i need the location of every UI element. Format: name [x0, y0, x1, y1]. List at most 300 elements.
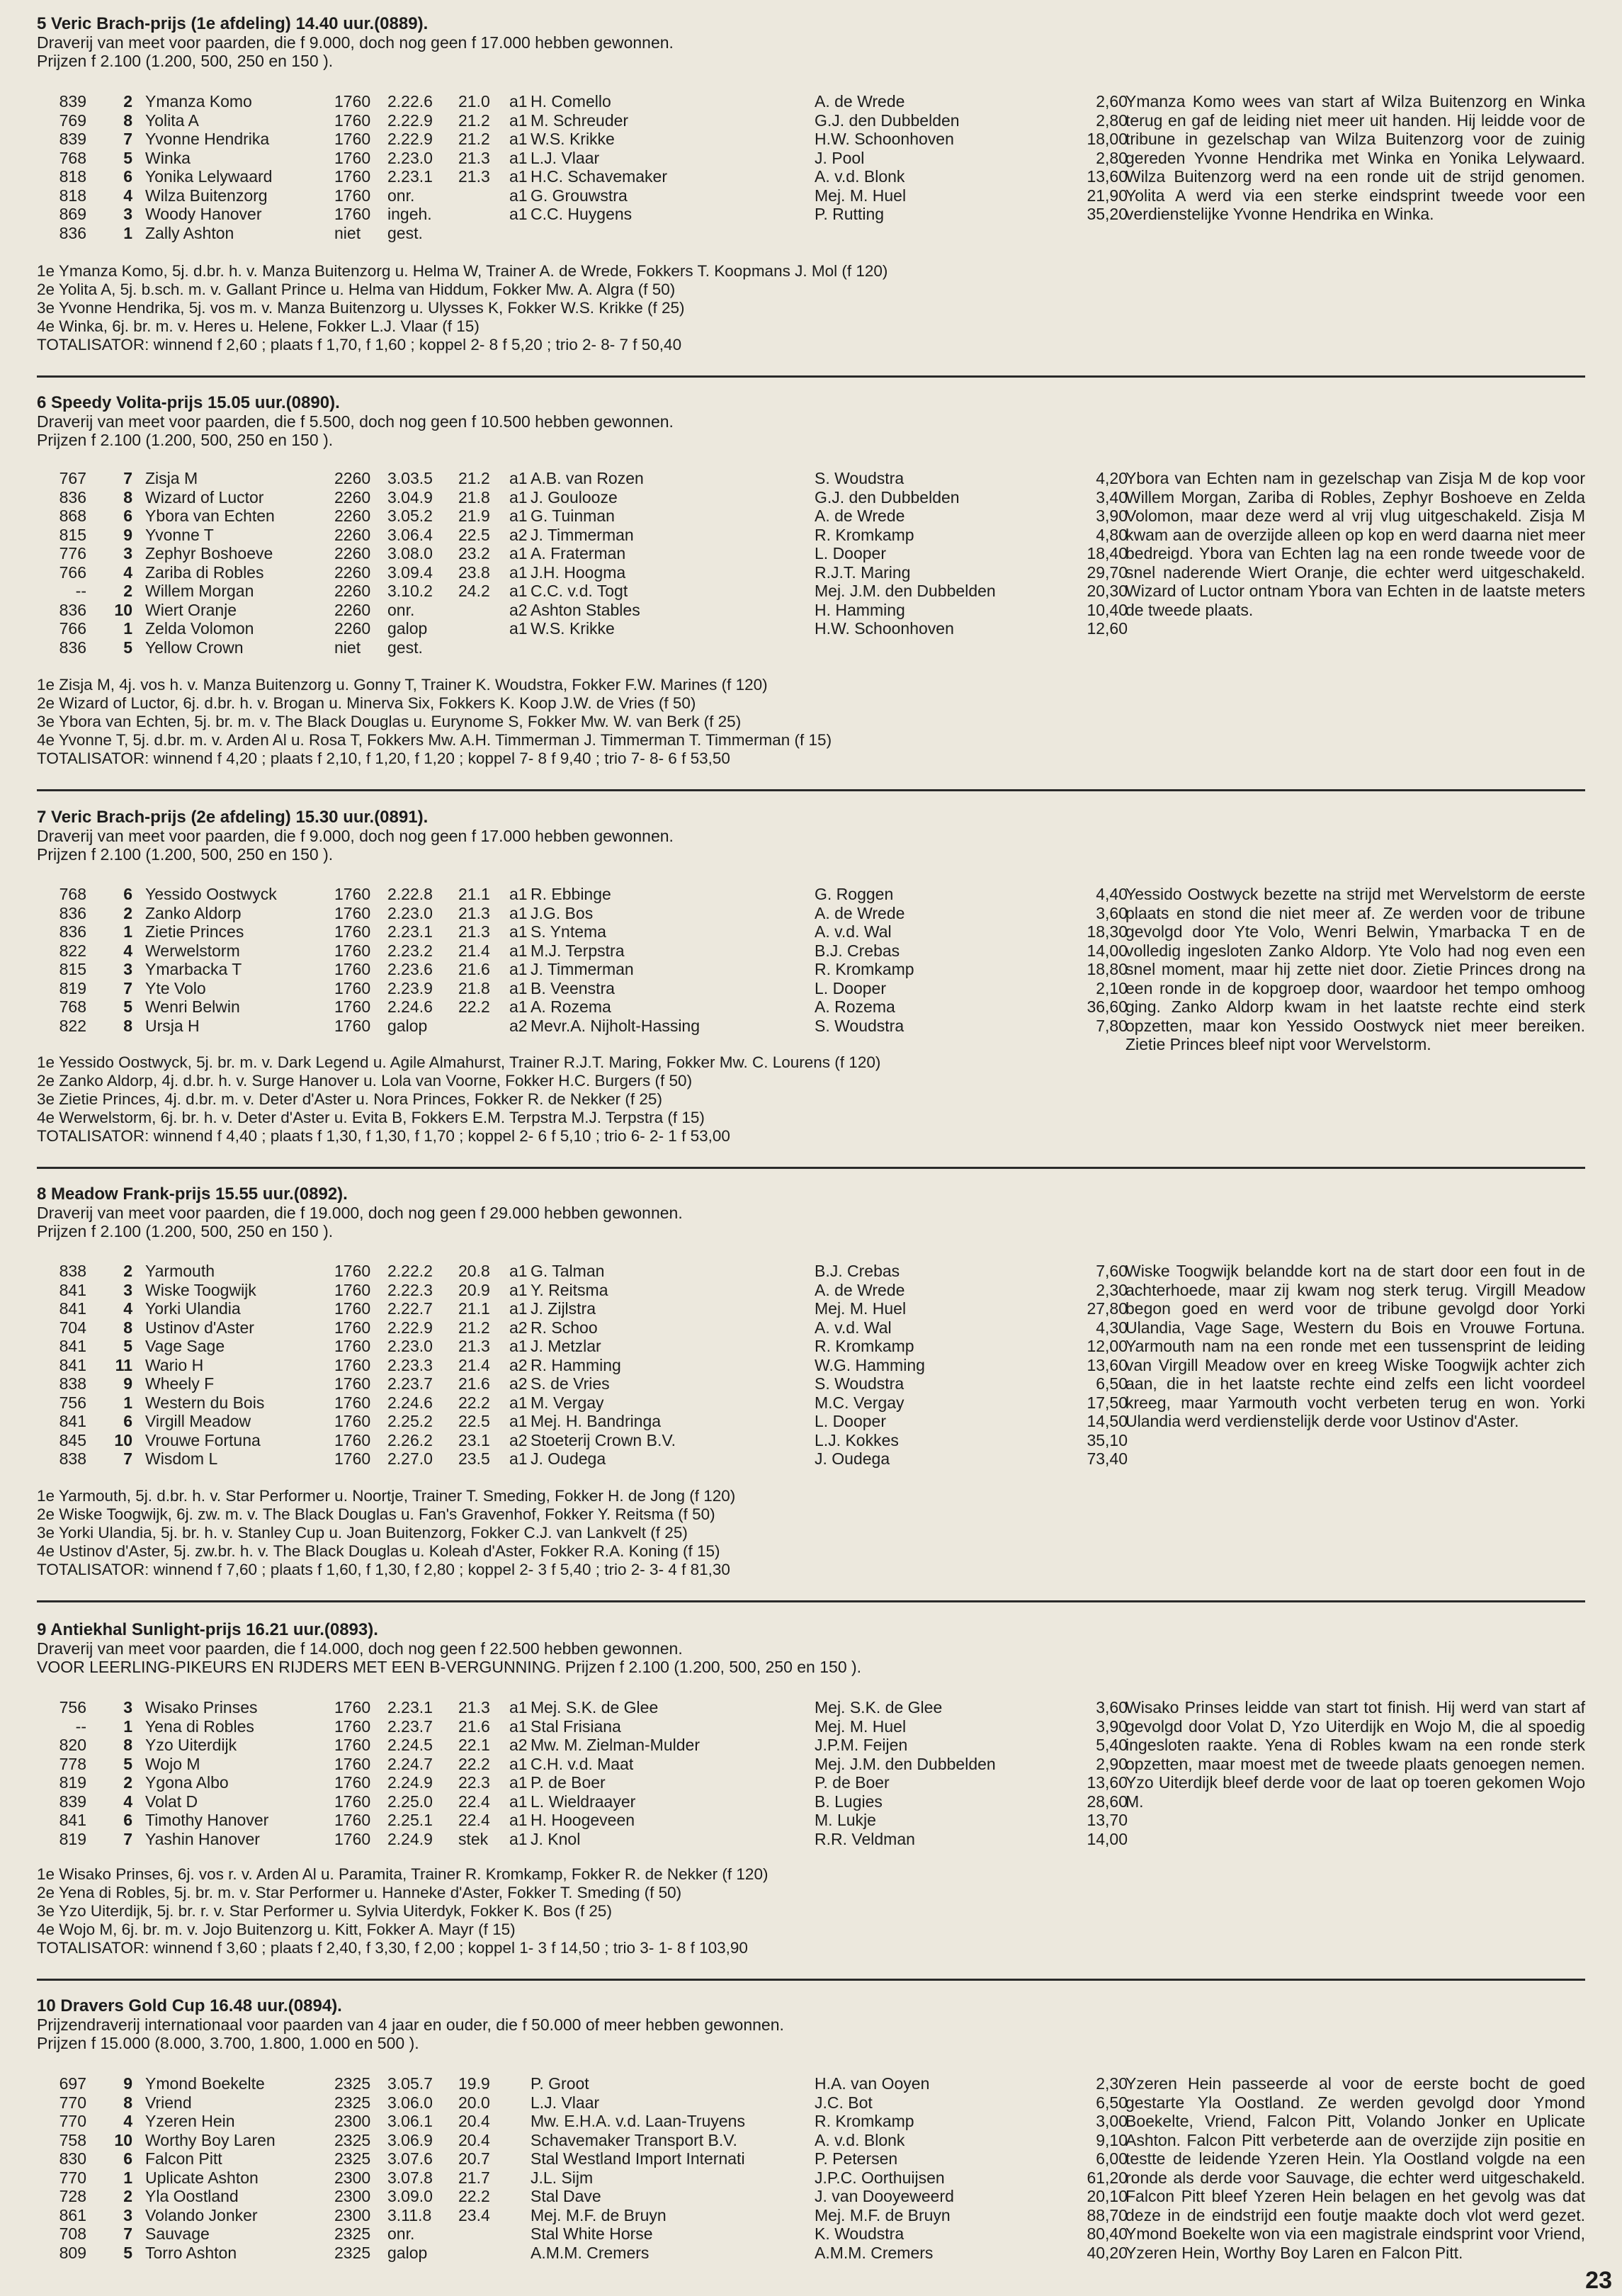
driver-name: W.S. Krikke: [531, 619, 615, 638]
placing-line: 2e Yena di Robles, 5j. br. m. v. Star Performer u. Hanneke d'Aster, Fokker T. Smeding (f 50): [37, 1884, 682, 1901]
start-number: 11: [115, 1355, 132, 1374]
trainer-name: A. de Wrede: [815, 1280, 905, 1299]
driver-name: M. Vergay: [531, 1393, 604, 1412]
trainer-name: Mej. S.K. de Glee: [815, 1698, 943, 1717]
odds-value: 3,90: [1096, 1717, 1128, 1736]
trainer-name: R.J.T. Maring: [815, 562, 911, 582]
distance: 1760: [334, 903, 371, 922]
km-record: 22.2: [458, 1754, 490, 1773]
entry-number: 820: [59, 1736, 86, 1754]
horse-name: Yena di Robles: [145, 1717, 254, 1736]
trainer-name: P. Petersen: [815, 2149, 898, 2168]
trainer-name: R. Kromkamp: [815, 1337, 914, 1355]
results-summary: [37, 1053, 880, 1146]
start-number: 4: [123, 186, 132, 205]
distance: 1760: [334, 1412, 371, 1430]
horse-name: Wario H: [145, 1355, 204, 1374]
results-summary: [37, 676, 832, 768]
race-time: 3.07.8: [387, 2168, 433, 2187]
start-number: 9: [123, 525, 132, 544]
km-record: 21.2: [458, 1318, 490, 1337]
driver-name: C.C. v.d. Togt: [531, 582, 628, 600]
km-record: 22.5: [458, 525, 490, 544]
start-number: 4: [123, 1792, 132, 1811]
entry-number: 836: [59, 223, 86, 242]
horse-name: Wenri Belwin: [145, 997, 240, 1016]
driver-name: J. Oudega: [531, 1449, 606, 1468]
odds-value: 27,80: [1087, 1299, 1128, 1318]
start-number: 6: [123, 1811, 132, 1829]
distance: niet: [334, 638, 361, 657]
table-row: [37, 167, 1142, 186]
start-position: a2: [509, 1016, 528, 1035]
odds-value: 2,60: [1096, 92, 1128, 111]
trainer-name: P. Rutting: [815, 205, 885, 223]
start-position: a1: [509, 1299, 528, 1318]
entry-number: 776: [59, 544, 86, 562]
table-row: [37, 885, 1142, 903]
horse-name: Zelda Volomon: [145, 619, 254, 638]
start-position: a1: [509, 941, 528, 960]
race-conditions: Draverij van meet voor paarden, die f 9.000, doch nog geen f 17.000 hebben gewonnen.: [37, 33, 674, 52]
driver-name: B. Veenstra: [531, 978, 615, 997]
km-record: 23.5: [458, 1449, 490, 1468]
table-row: [37, 2149, 1142, 2168]
odds-value: 35,20: [1087, 205, 1128, 223]
km-record: 20.7: [458, 2149, 490, 2168]
placing-line: 1e Yessido Oostwyck, 5j. br. m. v. Dark Legend u. Agile Almahurst, Trainer R.J.T. Maring, Fokker Mw. C. Lourens (f 120): [37, 1053, 881, 1071]
table-row: [37, 2131, 1142, 2149]
race-time: gest.: [387, 638, 423, 657]
entry-number: 836: [59, 487, 86, 507]
placing-line: 3e Yorki Ulandia, 5j. br. h. v. Stanley Cup u. Joan Buitenzorg, Fokker C.J. van Lankvelt (f 25): [37, 1524, 688, 1542]
table-row: [37, 1318, 1142, 1337]
distance: 1760: [334, 167, 371, 186]
start-position: a2: [509, 1318, 528, 1337]
distance: 1760: [334, 1449, 371, 1468]
start-position: a1: [509, 507, 528, 525]
horse-name: Wisdom L: [145, 1449, 218, 1468]
placing-line: 4e Yvonne T, 5j. d.br. m. v. Arden Al u. Rosa T, Fokkers Mw. A.H. Timmerman J. Timmerman T. Timmerman (f 15): [37, 731, 832, 749]
race-conditions: Draverij van meet voor paarden, die f 19.000, doch nog geen f 29.000 hebben gewonnen.: [37, 1204, 683, 1222]
horse-name: Ymarbacka T: [145, 960, 242, 978]
race-conditions: Prijzen f 15.000 (8.000, 3.700, 1.800, 1.000 en 500 ).: [37, 2034, 419, 2052]
start-number: 10: [114, 1430, 132, 1449]
race-section: [37, 14, 1585, 354]
trainer-name: B.J. Crebas: [815, 941, 900, 960]
km-record: 21.6: [458, 1374, 490, 1393]
distance: 2260: [334, 487, 371, 507]
driver-name: Stal Westland Import Internati: [531, 2149, 745, 2168]
odds-value: 14,50: [1087, 1412, 1128, 1430]
placing-line: 2e Wizard of Luctor, 6j. d.br. h. v. Brogan u. Minerva Six, Fokkers K. Koop J.W. de Vries (f 50): [37, 694, 696, 712]
odds-value: 20,30: [1087, 582, 1128, 600]
odds-value: 13,60: [1087, 1773, 1128, 1792]
trainer-name: S. Woudstra: [815, 1016, 904, 1035]
totalisator-line: TOTALISATOR: winnend f 4,40 ; plaats f 1,30, f 1,30, f 1,70 ; koppel 2- 6 f 5,10 ; trio 6- 2- 1 f 53,00: [37, 1127, 730, 1145]
distance: 1760: [334, 1792, 371, 1811]
distance: 1760: [334, 1016, 371, 1035]
table-row: [37, 941, 1142, 960]
horse-name: Worthy Boy Laren: [145, 2130, 276, 2149]
distance: 1760: [334, 1829, 371, 1848]
table-row: [37, 2187, 1142, 2205]
start-number: 5: [123, 997, 132, 1016]
km-record: 21.7: [458, 2168, 490, 2187]
entry-number: 838: [59, 1374, 86, 1393]
driver-name: J. Timmerman: [531, 960, 634, 978]
start-position: a1: [509, 619, 528, 638]
odds-value: 2,30: [1096, 2074, 1128, 2093]
start-position: a1: [509, 92, 528, 111]
race-time: 2.23.1: [387, 922, 433, 941]
entry-number: 841: [59, 1337, 86, 1355]
trainer-name: G.J. den Dubbelden: [815, 111, 960, 130]
placing-line: 2e Yolita A, 5j. b.sch. m. v. Gallant Prince u. Helma van Hiddum, Fokker Mw. A. Algra (f 50): [37, 281, 676, 298]
table-row: [37, 526, 1142, 544]
start-position: a1: [509, 469, 528, 487]
km-record: 22.4: [458, 1792, 490, 1811]
start-position: a1: [509, 1792, 528, 1811]
start-number: 3: [123, 960, 132, 978]
section-divider: [37, 1979, 1585, 1981]
trainer-name: L.J. Kokkes: [815, 1430, 899, 1449]
odds-value: 18,30: [1087, 922, 1128, 941]
race-comment: Yzeren Hein passeerde al voor de eerste bocht de goed gestarte Yla Oostland. Ze werden gevolgd door Ymond Boekelte, Vriend, Falcon Pitt, Volando Jonker en Uplicate Ashton. Falcon Pitt verbeterde aan de overzijde zijn positie en testte de leidende Yzeren Hein. Yla Oostland volgde na een ronde als derde voor Sauvage, die echter werd uitgeschakeld. Falcon Pitt bleef Yzeren Hein belagen en het gevolg was dat deze in de eindstrijd een foutje maakte doch vlot werd gezet. Ymond Boekelte won via een magistrale eindsprint voor Vriend, Yzeren Hein, Worthy Boy Laren en Falcon Pitt.: [1125, 2074, 1585, 2262]
driver-name: L.J. Vlaar: [531, 148, 600, 167]
km-record: 21.2: [458, 130, 490, 148]
distance: 2300: [334, 2205, 371, 2224]
totalisator-line: TOTALISATOR: winnend f 7,60 ; plaats f 1,60, f 1,30, f 2,80 ; koppel 2- 3 f 5,40 ; trio 2- 3- 4 f 81,30: [37, 1561, 730, 1578]
placing-line: 3e Ybora van Echten, 5j. br. m. v. The Black Douglas u. Eurynome S, Fokker Mw. W. van Berk (f 25): [37, 713, 742, 730]
start-number: 7: [123, 2224, 132, 2243]
race-time: onr.: [387, 186, 415, 205]
km-record: 21.2: [458, 469, 490, 487]
race-time: galop: [387, 619, 428, 638]
race-time: galop: [387, 2243, 428, 2262]
entry-number: 704: [59, 1318, 86, 1337]
driver-name: L. Wieldraayer: [531, 1792, 636, 1811]
horse-name: Volat D: [145, 1792, 198, 1811]
table-row: [37, 1299, 1142, 1318]
distance: 1760: [334, 1698, 371, 1717]
table-row: [37, 469, 1142, 487]
odds-value: 61,20: [1087, 2168, 1128, 2187]
entry-number: 728: [59, 2187, 86, 2205]
horse-name: Vrouwe Fortuna: [145, 1430, 261, 1449]
horse-name: Zisja M: [145, 469, 198, 487]
km-record: 22.2: [458, 1393, 490, 1412]
race-time: 2.22.3: [387, 1280, 433, 1299]
horse-name: Winka: [145, 148, 191, 167]
race-time: 2.23.2: [387, 941, 433, 960]
start-position: a1: [509, 1262, 528, 1280]
km-record: 20.4: [458, 2130, 490, 2149]
driver-name: Mej. M.F. de Bruyn: [531, 2205, 667, 2224]
start-number: 5: [123, 2243, 132, 2262]
horse-name: Werwelstorm: [145, 941, 240, 960]
table-row: [37, 205, 1142, 223]
horse-name: Ymond Boekelte: [145, 2074, 265, 2093]
distance: 2260: [334, 544, 371, 562]
trainer-name: Mej. M.F. de Bruyn: [815, 2205, 951, 2224]
driver-name: G. Talman: [531, 1262, 605, 1280]
horse-name: Willem Morgan: [145, 582, 254, 600]
start-position: a1: [509, 1717, 528, 1736]
race-time: 2.22.9: [387, 111, 433, 130]
section-divider: [37, 375, 1585, 378]
km-record: 20.0: [458, 2093, 490, 2112]
odds-value: 2,80: [1096, 111, 1128, 130]
km-record: 20.8: [458, 1262, 490, 1280]
driver-name: Y. Reitsma: [531, 1280, 608, 1299]
race-time: 2.23.7: [387, 1374, 433, 1393]
horse-name: Zietie Princes: [145, 922, 244, 941]
start-number: 1: [123, 922, 132, 941]
odds-value: 2,90: [1096, 1754, 1128, 1773]
race-time: 3.09.4: [387, 562, 433, 582]
distance: 2325: [334, 2130, 371, 2149]
horse-name: Yte Volo: [145, 978, 206, 997]
table-row: [37, 960, 1142, 978]
race-time: 2.22.9: [387, 1318, 433, 1337]
driver-name: A. Fraterman: [531, 544, 626, 562]
driver-name: H. Comello: [531, 92, 611, 111]
driver-name: A. Rozema: [531, 997, 611, 1016]
start-number: 4: [123, 1299, 132, 1318]
distance: 1760: [334, 1736, 371, 1754]
start-position: a2: [509, 1374, 528, 1393]
odds-value: 18,00: [1087, 130, 1128, 148]
start-position: a1: [509, 1449, 528, 1468]
horse-name: Falcon Pitt: [145, 2149, 222, 2168]
horse-name: Zephyr Boshoeve: [145, 544, 273, 562]
driver-name: R. Schoo: [531, 1318, 598, 1337]
driver-name: Schavemaker Transport B.V.: [531, 2130, 737, 2149]
race-conditions: VOOR LEERLING-PIKEURS EN RIJDERS MET EEN B-VERGUNNING. Prijzen f 2.100 (1.200, 500, 250 en 150 ).: [37, 1658, 862, 1676]
trainer-name: S. Woudstra: [815, 469, 904, 487]
race-conditions: Draverij van meet voor paarden, die f 5.500, doch nog geen f 10.500 hebben gewonnen.: [37, 412, 674, 431]
entry-number: 869: [59, 205, 86, 223]
entry-number: 838: [59, 1262, 86, 1280]
horse-name: Wizard of Luctor: [145, 487, 264, 507]
table-row: [37, 1736, 1142, 1754]
trainer-name: J.P.M. Feijen: [815, 1736, 908, 1754]
odds-value: 36,60: [1087, 997, 1128, 1016]
start-position: a2: [509, 600, 528, 619]
km-record: 21.3: [458, 1698, 490, 1717]
race-time: 2.24.7: [387, 1754, 433, 1773]
start-number: 4: [123, 941, 132, 960]
driver-name: P. de Boer: [531, 1773, 606, 1792]
odds-value: 4,20: [1096, 469, 1128, 487]
distance: 2325: [334, 2224, 371, 2243]
horse-name: Wheely F: [145, 1374, 215, 1393]
race-section: [37, 1184, 1585, 1578]
distance: 1760: [334, 1280, 371, 1299]
distance: 1760: [334, 1337, 371, 1355]
odds-value: 14,00: [1087, 941, 1128, 960]
table-row: [37, 507, 1142, 525]
entry-number: 819: [59, 1829, 86, 1848]
start-number: 6: [123, 2149, 132, 2168]
horse-name: Ybora van Echten: [145, 507, 275, 525]
race-time: 2.25.2: [387, 1412, 433, 1430]
km-record: 21.3: [458, 1337, 490, 1355]
distance: 1760: [334, 1754, 371, 1773]
table-row: [37, 1773, 1142, 1792]
start-position: a1: [509, 582, 528, 600]
driver-name: Mevr.A. Nijholt-Hassing: [531, 1016, 701, 1035]
distance: 1760: [334, 92, 371, 111]
distance: 1760: [334, 1355, 371, 1374]
table-row: [37, 619, 1142, 638]
odds-value: 80,40: [1087, 2224, 1128, 2243]
table-row: [37, 1431, 1142, 1449]
table-row: [37, 544, 1142, 562]
odds-value: 21,90: [1087, 186, 1128, 205]
race-comment: Wiske Toogwijk belandde kort na de start door een fout in de achterhoede, maar zij kwam nog sterk terug. Virgill Meadow begon goed en werd voor de tribune gevolgd door Yorki Ulandia, Vage Sage, Western du Bois en Vrouwe Fortuna. Yarmouth nam na een ronde met een tussensprint de leiding van Virgill Meadow over en kreeg Wiske Toogwijk achter zich aan, die in het laatste rechte eind zelfs een licht voordeel kreeg, maar Yarmouth vocht verbeten terug en won. Yorki Ulandia werd verdienstelijk derde voor Ustinov d'Aster.: [1125, 1262, 1585, 1430]
km-record: 23.4: [458, 2205, 490, 2224]
trainer-name: Mej. M. Huel: [815, 186, 907, 205]
odds-value: 12,60: [1087, 619, 1128, 638]
start-number: 8: [123, 1318, 132, 1337]
start-position: a1: [509, 1829, 528, 1848]
race-time: 2.23.0: [387, 1337, 433, 1355]
distance: 2260: [334, 469, 371, 487]
start-number: 3: [123, 205, 132, 223]
km-record: stek: [458, 1829, 489, 1848]
race-conditions: Draverij van meet voor paarden, die f 9.000, doch nog geen f 17.000 hebben gewonnen.: [37, 827, 674, 845]
totalisator-line: TOTALISATOR: winnend f 4,20 ; plaats f 2,10, f 1,20, f 1,20 ; koppel 7- 8 f 9,40 ; trio 7- 8- 6 f 53,50: [37, 750, 730, 767]
race-time: 2.23.1: [387, 167, 433, 186]
driver-name: R. Ebbinge: [531, 885, 611, 903]
horse-name: Vage Sage: [145, 1337, 225, 1355]
km-record: 23.2: [458, 544, 490, 562]
entry-number: 841: [59, 1412, 86, 1430]
distance: 1760: [334, 960, 371, 978]
race-time: 2.25.1: [387, 1811, 433, 1829]
race-time: 3.06.0: [387, 2093, 433, 2112]
horse-name: Yzo Uiterdijk: [145, 1736, 237, 1754]
race-time: 3.10.2: [387, 582, 433, 600]
race-time: 3.05.7: [387, 2074, 433, 2093]
odds-value: 18,80: [1087, 960, 1128, 978]
distance: 2325: [334, 2243, 371, 2262]
trainer-name: Mej. J.M. den Dubbelden: [815, 1754, 996, 1773]
distance: 1760: [334, 148, 371, 167]
driver-name: Stal White Horse: [531, 2224, 653, 2243]
placing-line: 3e Yvonne Hendrika, 5j. vos m. v. Manza Buitenzorg u. Ulysses K, Fokker W.S. Krikke (f 25): [37, 299, 685, 317]
odds-value: 2,80: [1096, 148, 1128, 167]
race-time: 2.22.9: [387, 130, 433, 148]
km-record: 21.3: [458, 148, 490, 167]
driver-name: J. Metzlar: [531, 1337, 601, 1355]
odds-value: 40,20: [1087, 2243, 1128, 2262]
driver-name: S. de Vries: [531, 1374, 610, 1393]
driver-name: M. Schreuder: [531, 111, 629, 130]
horse-name: Yzeren Hein: [145, 2112, 235, 2130]
horse-name: Ursja H: [145, 1016, 200, 1035]
driver-name: Stal Frisiana: [531, 1717, 621, 1736]
odds-value: 12,00: [1087, 1337, 1128, 1355]
entry-number: 845: [59, 1430, 86, 1449]
trainer-name: Mej. J.M. den Dubbelden: [815, 582, 996, 600]
entry-number: 841: [59, 1355, 86, 1374]
km-record: 21.3: [458, 167, 490, 186]
race-time: gest.: [387, 223, 423, 242]
race-section: [37, 1996, 1585, 2262]
race-comment: Ybora van Echten nam in gezelschap van Zisja M de kop voor Willem Morgan, Zariba di Robles, Zephyr Boshoeve en Zelda Volomon, maar deze werd al vrij vlug uitgeschakeld. Zisja M kwam aan de overzijde alleen op kop en werd daarna niet meer bedreigd. Ybora van Echten lag na een ronde tweede voor de snel naderende Wiert Oranje, die echter werd uitgeschakeld. Wizard of Luctor ontnam Ybora van Echten in de laatste meters de tweede plaats.: [1125, 469, 1585, 619]
race-time: 3.06.9: [387, 2130, 433, 2149]
placing-line: 4e Wojo M, 6j. br. m. v. Jojo Buitenzorg u. Kitt, Fokker A. Mayr (f 15): [37, 1921, 516, 1938]
entry-number: 809: [59, 2243, 86, 2262]
trainer-name: G.J. den Dubbelden: [815, 487, 960, 507]
table-row: [37, 130, 1142, 148]
entry-number: 769: [59, 111, 86, 130]
trainer-name: H.W. Schoonhoven: [815, 619, 954, 638]
start-number: 8: [123, 2093, 132, 2112]
distance: 1760: [334, 1318, 371, 1337]
trainer-name: A. v.d. Wal: [815, 1318, 892, 1337]
trainer-name: G. Roggen: [815, 885, 894, 903]
start-position: a1: [509, 978, 528, 997]
placing-line: 4e Winka, 6j. br. m. v. Heres u. Helene, Fokker L.J. Vlaar (f 15): [37, 317, 480, 335]
table-row: [37, 1830, 1142, 1848]
horse-name: Timothy Hanover: [145, 1811, 269, 1829]
race-comment: Ymanza Komo wees van start af Wilza Buitenzorg en Winka terug en gaf de leiding niet meer uit handen. Hij leidde voor de tribune in gezelschap van Wilza Buitenzorg voor de zuinig gereden Yvonne Hendrika met Winka en Yonika Lelywaard. Wilza Buitenzorg werd na een ronde uit de strijd genomen. Yolita A werd via een sterke eindsprint tweede voor een verdienstelijke Yvonne Hendrika en Winka.: [1125, 92, 1585, 223]
start-number: 1: [123, 1393, 132, 1412]
km-record: 21.4: [458, 941, 490, 960]
km-record: 22.4: [458, 1811, 490, 1829]
table-row: [37, 1356, 1142, 1374]
table-row: [37, 111, 1142, 130]
table-row: [37, 1811, 1142, 1829]
driver-name: A.B. van Rozen: [531, 469, 644, 487]
distance: 1760: [334, 922, 371, 941]
driver-name: J. Zijlstra: [531, 1299, 596, 1318]
table-row: [37, 1393, 1142, 1412]
race-time: 2.23.7: [387, 1717, 433, 1736]
horse-name: Ygona Albo: [145, 1773, 229, 1792]
distance: niet: [334, 223, 361, 242]
trainer-name: A. v.d. Wal: [815, 922, 892, 941]
start-number: 5: [123, 148, 132, 167]
race-title: 7 Veric Brach-prijs (2e afdeling) 15.30 uur.(0891).: [37, 808, 429, 827]
table-row: [37, 1449, 1142, 1468]
distance: 2325: [334, 2149, 371, 2168]
race-section: [37, 808, 1585, 1145]
horse-name: Woody Hanover: [145, 205, 262, 223]
race-time: 2.24.6: [387, 1393, 433, 1412]
odds-value: 4,80: [1096, 525, 1128, 544]
entry-number: --: [75, 582, 86, 600]
horse-name: Yolita A: [145, 111, 199, 130]
entry-number: 839: [59, 130, 86, 148]
entry-number: 758: [59, 2130, 86, 2149]
section-divider: [37, 1167, 1585, 1169]
entry-number: 818: [59, 186, 86, 205]
driver-name: M.J. Terpstra: [531, 941, 625, 960]
odds-value: 6,50: [1096, 1374, 1128, 1393]
driver-name: C.H. v.d. Maat: [531, 1754, 634, 1773]
entry-number: 697: [59, 2074, 86, 2093]
results-summary: [37, 1865, 768, 1957]
distance: 2260: [334, 600, 371, 619]
driver-name: Stoeterij Crown B.V.: [531, 1430, 676, 1449]
table-row: [37, 997, 1142, 1016]
table-row: [37, 2244, 1142, 2262]
